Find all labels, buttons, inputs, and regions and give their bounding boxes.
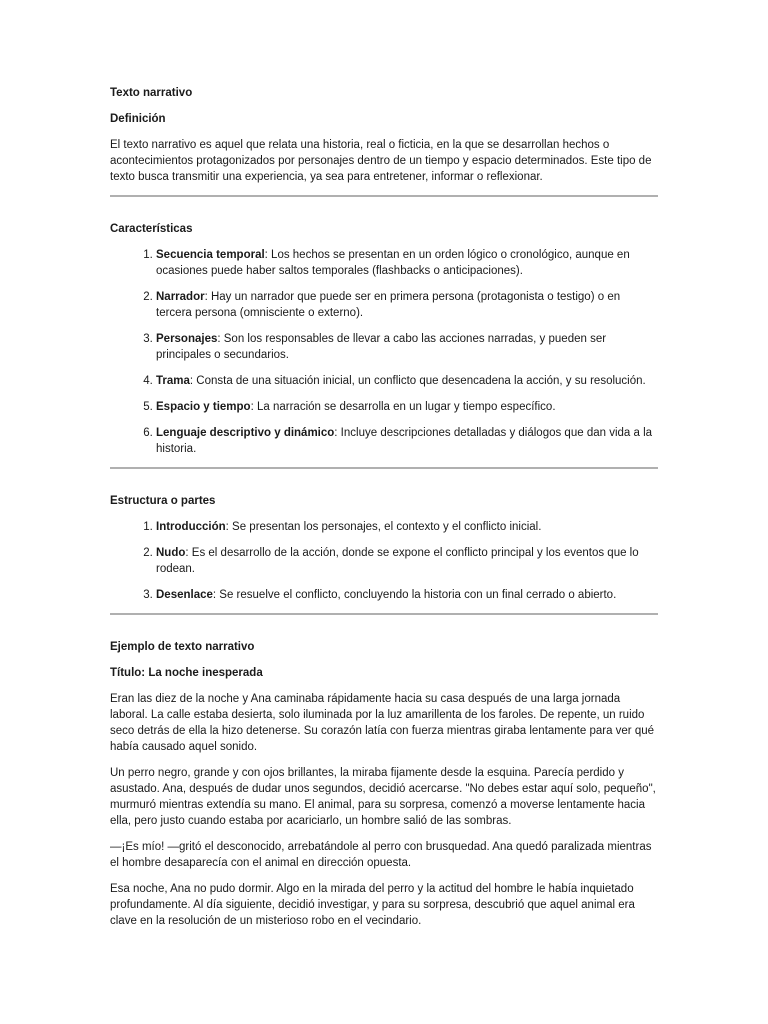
item-description: : Incluye descripciones detalladas y diálogos que dan vida a la historia. (156, 427, 653, 455)
list-item (156, 425, 658, 457)
list-item (156, 247, 658, 279)
item-description: : Se resuelve el conflicto, concluyendo la historia con un final cerrado o abierto. (212, 589, 617, 601)
item-term: Introducción (156, 521, 226, 533)
example-heading: Ejemplo de texto narrativo (110, 641, 255, 653)
list-item (156, 373, 658, 389)
list-item (156, 545, 658, 577)
item-description: : La narración se desarrolla en un lugar y tiempo específico. (250, 401, 556, 413)
item-description: : Los hechos se presentan en un orden lógico o cronológico, aunque en ocasiones puede haber saltos temporales (flashbacks o anticipaciones). (156, 249, 630, 277)
section-divider (110, 195, 658, 197)
document-title: Texto narrativo (110, 87, 193, 99)
item-term: Nudo (156, 547, 186, 559)
example-paragraph: Esa noche, Ana no pudo dormir. Algo en la mirada del perro y la actitud del hombre le había inquietado profundamente. Al día siguiente, decidió investigar, y para su sorpresa, descubrió que aquel animal era clave en la resolución de un misterioso robo en el vecindario. (110, 883, 635, 927)
list-item (156, 399, 658, 415)
item-description: : Se presentan los personajes, el contexto y el conflicto inicial. (225, 521, 542, 533)
list-item (156, 331, 658, 363)
definition-paragraph: El texto narrativo es aquel que relata una historia, real o ficticia, en la que se desarrollan hechos o acontecimientos protagonizados por personajes dentro de un tiempo y espacio determinados. Este tipo de texto busca transmitir una experiencia, ya sea para entretener, informar o reflexionar. (110, 139, 652, 183)
definition-heading: Definición (110, 113, 166, 125)
item-term: Trama (156, 375, 190, 387)
characteristics-heading: Características (110, 223, 193, 235)
item-term: Desenlace (156, 589, 213, 601)
characteristics-list (110, 247, 658, 457)
item-term: Lenguaje descriptivo y dinámico (156, 427, 335, 439)
example-paragraph: —¡Es mío! —gritó el desconocido, arrebatándole al perro con brusquedad. Ana quedó paralizada mientras el hombre desaparecía con el animal en dirección opuesta. (110, 841, 652, 869)
list-item (156, 519, 658, 535)
item-term: Secuencia temporal (156, 249, 265, 261)
structure-heading: Estructura o partes (110, 495, 216, 507)
item-term: Espacio y tiempo (156, 401, 251, 413)
item-description: : Es el desarrollo de la acción, donde se expone el conflicto principal y los eventos que lo rodean. (156, 547, 639, 575)
item-description: : Consta de una situación inicial, un conflicto que desencadena la acción, y su resolución. (189, 375, 646, 387)
item-term: Narrador (156, 291, 205, 303)
section-divider (110, 613, 658, 615)
section-divider (110, 467, 658, 469)
item-term: Personajes (156, 333, 218, 345)
list-item (156, 289, 658, 321)
example-title: Título: La noche inesperada (110, 667, 263, 679)
item-description: : Son los responsables de llevar a cabo las acciones narradas, y pueden ser principales o secundarios. (156, 333, 607, 361)
list-item (156, 587, 658, 603)
example-paragraph: Un perro negro, grande y con ojos brillantes, la miraba fijamente desde la esquina. Parecía perdido y asustado. Ana, después de dudar unos segundos, decidió acercarse. "No debes estar aquí solo, pequeño", murmuró mientras extendía su mano. El animal, para su sorpresa, comenzó a moverse lentamente hacia ella, pero justo cuando estaba por acariciarlo, un hombre salió de las sombras. (110, 767, 656, 827)
example-paragraph: Eran las diez de la noche y Ana caminaba rápidamente hacia su casa después de una larga jornada laboral. La calle estaba desierta, solo iluminada por la luz amarillenta de los faroles. De repente, un ruido seco detrás de ella la hizo detenerse. Su corazón latía con fuerza mientras giraba lentamente para ver qué había causado aquel sonido. (110, 693, 655, 753)
structure-list (110, 519, 658, 603)
item-description: : Hay un narrador que puede ser en primera persona (protagonista o testigo) o en tercera persona (omnisciente o externo). (156, 291, 621, 319)
